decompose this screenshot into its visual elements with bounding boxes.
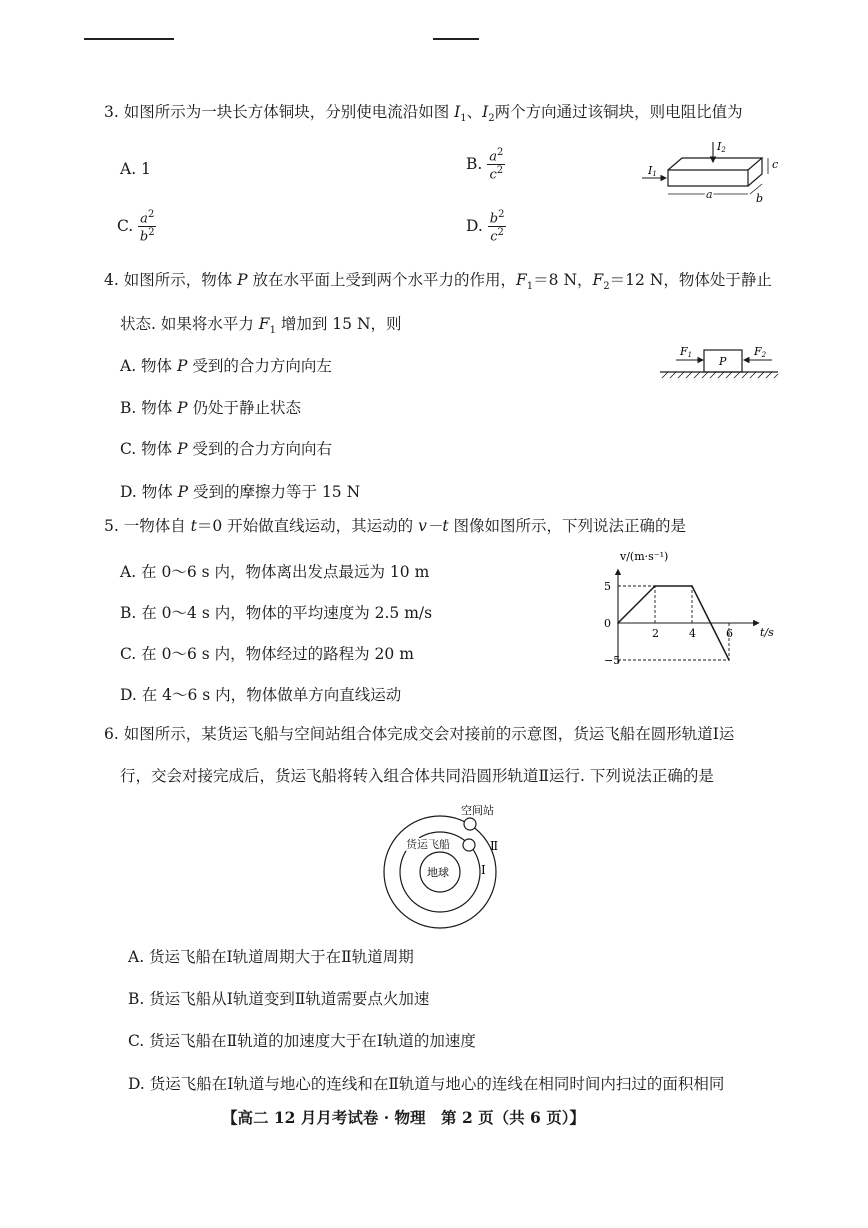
q3-stem-pre: 3. 如图所示为一块长方体铜块，分别使电流沿如图 [104, 103, 455, 121]
block-p-label: P [719, 355, 727, 368]
q3-sep: 、 [466, 103, 483, 121]
ground-hatch [662, 372, 778, 378]
fig-a-label: a [706, 188, 713, 201]
q4-f2-sub: 2 [603, 281, 610, 293]
q5-option-b: B. 在 0～4 s 内，物体的平均速度为 2.5 m/s [120, 604, 433, 622]
data-point [710, 622, 712, 624]
x-tick-label: 6 [726, 627, 733, 640]
q4-line2-f1: F [258, 315, 270, 333]
q3-d-den-var: c [490, 229, 498, 245]
x-tick-label: 4 [689, 627, 696, 640]
q4-f2: F [592, 271, 604, 289]
q3-i2: I [482, 103, 489, 121]
q4-stem-line1-pre: 4. 如图所示，物体 [104, 271, 238, 289]
data-point [617, 622, 619, 624]
q3-b-den-exp: 2 [496, 165, 504, 177]
q3-b-den-var: c [489, 167, 497, 183]
q4-stem-line1-mid: 放在水平面上受到两个水平力的作用， [247, 271, 517, 289]
question-4-stem-line1 [104, 268, 772, 292]
q3-d-num-var: b [489, 211, 499, 227]
q5-option-a: A. 在 0～6 s 内，物体离出发点最远为 10 m [120, 563, 430, 581]
q5-t: t [190, 517, 197, 535]
q6-option-b: B. 货运飞船从Ⅰ轨道变到Ⅱ轨道需要点火加速 [128, 990, 430, 1008]
q4-f1-val: ＝8 N， [533, 271, 593, 289]
q4-option-a: A. 物体 P 受到的合力方向向左 [120, 357, 332, 375]
chart-xlabel: t/s [760, 626, 774, 639]
q3-c-num-exp: 2 [147, 209, 155, 220]
orbit-2-label: Ⅱ [490, 839, 499, 853]
y-tick-label: −5 [604, 654, 621, 667]
x-tick-label: 2 [652, 627, 659, 640]
question-4-stem-line2 [120, 312, 402, 336]
q3-option-d-fraction [488, 210, 507, 244]
data-point [691, 585, 693, 587]
fig-b-label: b [756, 192, 764, 205]
q3-stem-post: 两个方向通过该铜块，则电阻比值为 [494, 103, 743, 121]
q4-f2-val: ＝12 N，物体处于静止 [609, 271, 772, 289]
q4-f1-sub: 1 [526, 281, 534, 293]
y-tick-label: 5 [604, 580, 611, 593]
q3-option-c [117, 210, 156, 244]
q3-b-num-exp: 2 [497, 147, 504, 158]
data-point [728, 659, 730, 661]
question-5-stem [104, 514, 686, 536]
q3-c-den-var: b [139, 229, 149, 245]
fig-i2-label: I2 [717, 140, 726, 154]
q6-option-a: A. 货运飞船在Ⅰ轨道周期大于在Ⅱ轨道周期 [128, 948, 414, 966]
fig-c-label: c [772, 158, 779, 171]
fig-f2-label: F2 [754, 345, 767, 359]
q3-option-d-prefix: D. [466, 216, 483, 235]
q3-i1-sub: 1 [460, 113, 467, 125]
orbit-1-label: Ⅰ [481, 863, 486, 877]
block-shape [668, 158, 762, 186]
q4-option-d: D. 物体 P 受到的摩擦力等于 15 N [120, 483, 361, 501]
data-point [654, 585, 656, 587]
q5-vt: v－t [418, 517, 449, 535]
q4-line2-f1-sub: 1 [269, 325, 276, 337]
q3-i2-sub: 2 [488, 113, 495, 125]
cargo-ship-label: 货运飞船 [406, 838, 450, 851]
question-6-stem-line2: 行，交会对接完成后，货运飞船将转入组合体共同沿圆形轨道Ⅱ运行. 下列说法正确的是 [120, 767, 714, 785]
q4-stem-line2-post: 增加到 15 N，则 [275, 315, 402, 333]
q3-option-c-prefix: C. [117, 216, 134, 235]
q6-option-d: D. 货运飞船在Ⅰ轨道与地心的连线和在Ⅱ轨道与地心的连线在相同时间内扫过的面积相同 [128, 1075, 725, 1093]
q5-option-d: D. 在 4～6 s 内，物体做单方向直线运动 [120, 686, 402, 704]
header-rule-right [433, 38, 479, 40]
q5-option-c: C. 在 0～6 s 内，物体经过的路程为 20 m [120, 645, 414, 663]
q5-stem-mid1: ＝0 开始做直线运动，其运动的 [196, 517, 419, 535]
space-station [464, 818, 476, 830]
q3-d-den-exp: 2 [497, 227, 504, 239]
q3-i1: I [454, 103, 461, 121]
q4-stem-line2-pre: 状态. 如果将水平力 [120, 315, 259, 333]
fig-i1-label: I1 [648, 164, 657, 178]
chart-ylabel: v/(m·s⁻¹) [620, 550, 669, 563]
q3-c-num-var: a [140, 211, 148, 227]
cargo-ship [463, 839, 475, 851]
q4-p: P [237, 271, 248, 289]
q5-stem-pre: 5. 一物体自 [104, 517, 191, 535]
q3-option-d [466, 210, 506, 244]
earth-label: 地球 [427, 866, 449, 879]
page-footer: 【高二 12 月月考试卷 · 物理 第 2 页（共 6 页）】 [222, 1108, 585, 1127]
q3-option-a: A. 1 [120, 160, 151, 178]
question-3-stem [104, 100, 743, 124]
q5-stem-post: 图像如图所示，下列说法正确的是 [448, 517, 687, 535]
question-6-stem-line1: 6. 如图所示，某货运飞船与空间站组合体完成交会对接前的示意图，货运飞船在圆形轨道Ⅰ运 [104, 725, 735, 743]
header-rule-left [84, 38, 174, 40]
fig-f1-label: F1 [680, 345, 693, 359]
q3-copper-block-figure [636, 136, 786, 206]
q3-option-b-fraction [487, 148, 505, 182]
q3-option-b-prefix: B. [466, 154, 483, 173]
q6-orbit-figure [378, 798, 518, 930]
q3-b-num-var: a [489, 149, 498, 165]
q5-vt-chart [598, 540, 788, 676]
q4-force-figure [656, 340, 782, 384]
y-tick-label: 0 [604, 617, 611, 630]
space-station-label: 空间站 [461, 804, 494, 817]
q3-c-den-exp: 2 [148, 227, 155, 239]
q6-option-c: C. 货运飞船在Ⅱ轨道的加速度大于在Ⅰ轨道的加速度 [128, 1032, 476, 1050]
q3-d-num-exp: 2 [498, 209, 505, 220]
q4-option-c: C. 物体 P 受到的合力方向向右 [120, 440, 332, 458]
q3-option-b [466, 148, 505, 182]
q4-f1: F [516, 271, 527, 289]
q3-option-c-fraction [138, 210, 156, 244]
q4-option-b: B. 物体 P 仍处于静止状态 [120, 399, 302, 417]
